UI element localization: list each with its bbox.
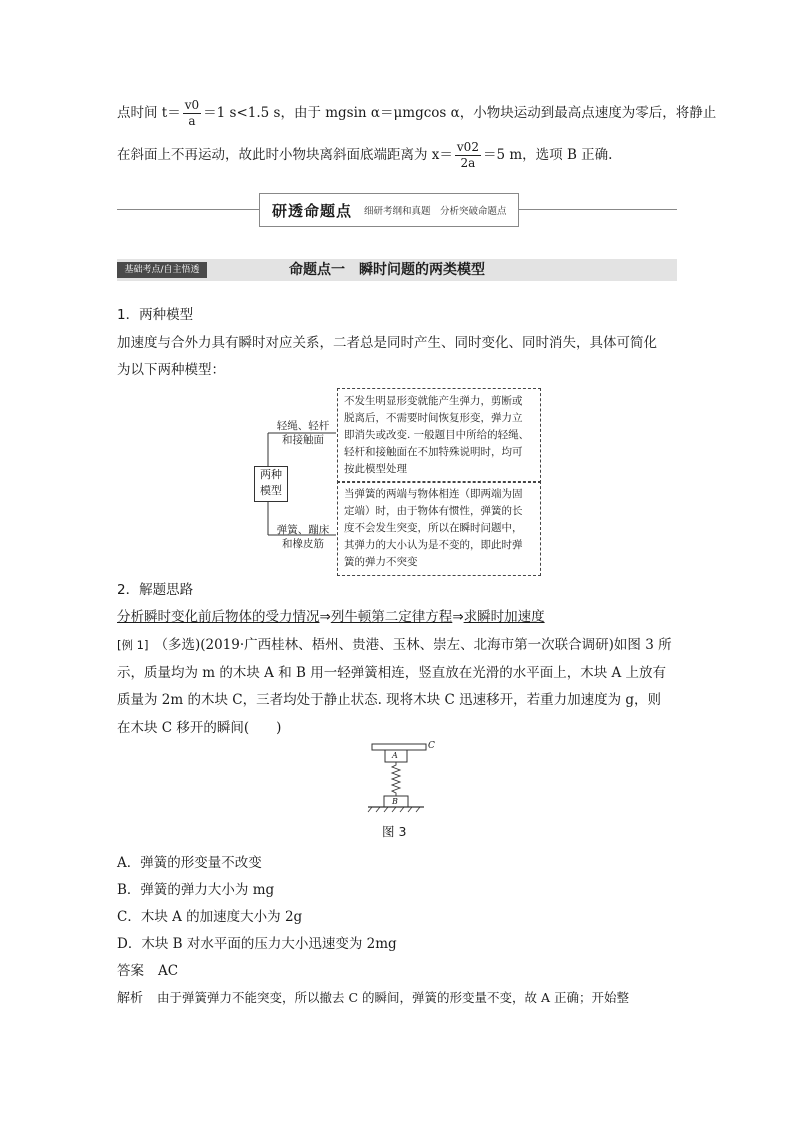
lower-box-line: 其弹力的大小认为是不变的，即此时弹 (344, 539, 523, 551)
lower-box-line: 簧的弹力不突变 (344, 556, 418, 568)
implies-arrow: ⇒ (452, 609, 464, 625)
lower-box-line: 定端）时，由于物体有惯性，弹簧的长 (344, 505, 523, 517)
upper-box-line: 即消失或改变. 一般题目中所给的轻绳、 (344, 429, 530, 441)
option-b: B．弹簧的弹力大小为 mg (117, 882, 275, 898)
example-line-4: 在木块 C 移开的瞬间( ) (117, 720, 282, 736)
example-line-1 (117, 633, 672, 653)
answer-line (117, 959, 178, 979)
example-line-3: 质量为 2m 的木块 C，三者均处于静止状态. 现将木块 C 迅速移开，若重力加速度为 g，则 (117, 692, 662, 708)
upper-box-line: 脱离后，不需要时间恢复形变，弹力立 (344, 412, 523, 424)
intro-line-2-text-b: ＝5 m，选项 B 正确. (482, 147, 613, 163)
part1-paragraph-line-1: 加速度与合外力具有瞬时对应关系，二者总是同时产生、同时变化、同时消失，具体可简化 (117, 335, 657, 351)
lower-branch-line-2: 和橡皮筋 (282, 538, 324, 550)
center-label-line-1: 两种 (260, 468, 282, 481)
analysis-line (117, 987, 629, 1006)
lower-branch-line-1: 弹簧、蹦床 (276, 524, 330, 536)
fraction-v0sq-over-2a (455, 140, 481, 171)
fraction-numerator: v0 (184, 98, 200, 112)
lower-branch-label (270, 523, 336, 551)
section-banner-title: 研透命题点 (272, 201, 353, 220)
topic-title: 命题点一 瞬时问题的两类模型 (289, 262, 485, 278)
example-line-2: 示，质量均为 m 的木块 A 和 B 用一轻弹簧相连，竖直放在光滑的水平面上，木块 A 上放有 (117, 665, 667, 681)
part2-heading: 2．解题思路 (117, 582, 194, 598)
figure-caption: 图 3 (382, 824, 407, 839)
intro-line-1-text-b: ＝1 s<1.5 s，由于 mgsin α＝μmgcos α，小物块运动到最高点速度为零后，将静止 (203, 105, 717, 121)
option-c: C．木块 A 的加速度大小为 2g (117, 909, 303, 925)
part1-heading: 1．两种模型 (117, 307, 194, 323)
figure-label-b: B (392, 797, 398, 806)
topic-tag: 基础考点/自主悟透 (117, 262, 207, 278)
section-banner (259, 193, 519, 227)
part1-paragraph-line-2: 为以下两种模型： (117, 362, 225, 378)
fraction-v0-over-a (183, 98, 201, 129)
topic-bar (117, 259, 677, 281)
step-instant-acceleration: 求瞬时加速度 (463, 609, 545, 625)
figure-label-a: A (392, 751, 398, 760)
upper-description-box (337, 388, 541, 483)
center-label-line-2: 模型 (260, 484, 282, 497)
intro-line-1 (117, 98, 716, 129)
lower-box-line: 当弹簧的两端与物体相连（即两端为固 (344, 488, 523, 500)
section-banner-subtitle: 细研考纲和真题 分析突破命题点 (364, 206, 507, 217)
upper-branch-line-1: 轻绳、轻杆 (276, 420, 330, 432)
lower-description-box (337, 481, 541, 576)
intro-line-2-text-a: 在斜面上不再运动，故此时小物块离斜面底端距离为 x＝ (117, 147, 453, 163)
option-a: A．弹簧的形变量不改变 (117, 855, 262, 871)
intro-line-2 (117, 140, 612, 171)
option-d: D．木块 B 对水平面的压力大小迅速变为 2mg (117, 936, 397, 952)
solution-steps (117, 605, 545, 625)
fraction-denominator: a (188, 114, 196, 128)
answer-label: 答案 (117, 963, 144, 979)
example-tag: [例 1] (117, 638, 149, 652)
analysis-text: 由于弹簧弹力不能突变，所以撤去 C 的瞬间，弹簧的形变量不变，故 A 正确；开始整 (157, 990, 630, 1005)
upper-branch-line-2: 和接触面 (282, 434, 324, 446)
fraction-denominator: 2a (460, 156, 476, 170)
step-newton-equation: 列牛顿第二定律方程 (330, 609, 453, 625)
upper-box-line: 不发生明显形变就能产生弹力，剪断或 (344, 395, 523, 407)
fraction-numerator: v02 (456, 140, 479, 154)
lower-box-line: 度不会发生突变，所以在瞬时问题中， (344, 522, 523, 534)
upper-box-line: 轻杆和接触面在不加特殊说明时，均可 (344, 446, 523, 458)
figure-label-c: C (428, 741, 435, 751)
upper-branch-label (270, 419, 336, 447)
diagram-center-box (254, 466, 288, 502)
step-analyze-forces: 分析瞬时变化前后物体的受力情况 (117, 609, 320, 625)
upper-box-line: 按此模型处理 (344, 463, 407, 475)
analysis-label: 解析 (117, 991, 144, 1006)
intro-line-1-text-a: 点时间 t＝ (117, 105, 181, 121)
answer-value: AC (158, 963, 179, 979)
implies-arrow: ⇒ (319, 609, 331, 625)
example-line-1-text: （多选)(2019·广西桂林、梧州、贵港、玉林、崇左、北海市第一次联合调研)如图 3 所 (154, 637, 672, 653)
